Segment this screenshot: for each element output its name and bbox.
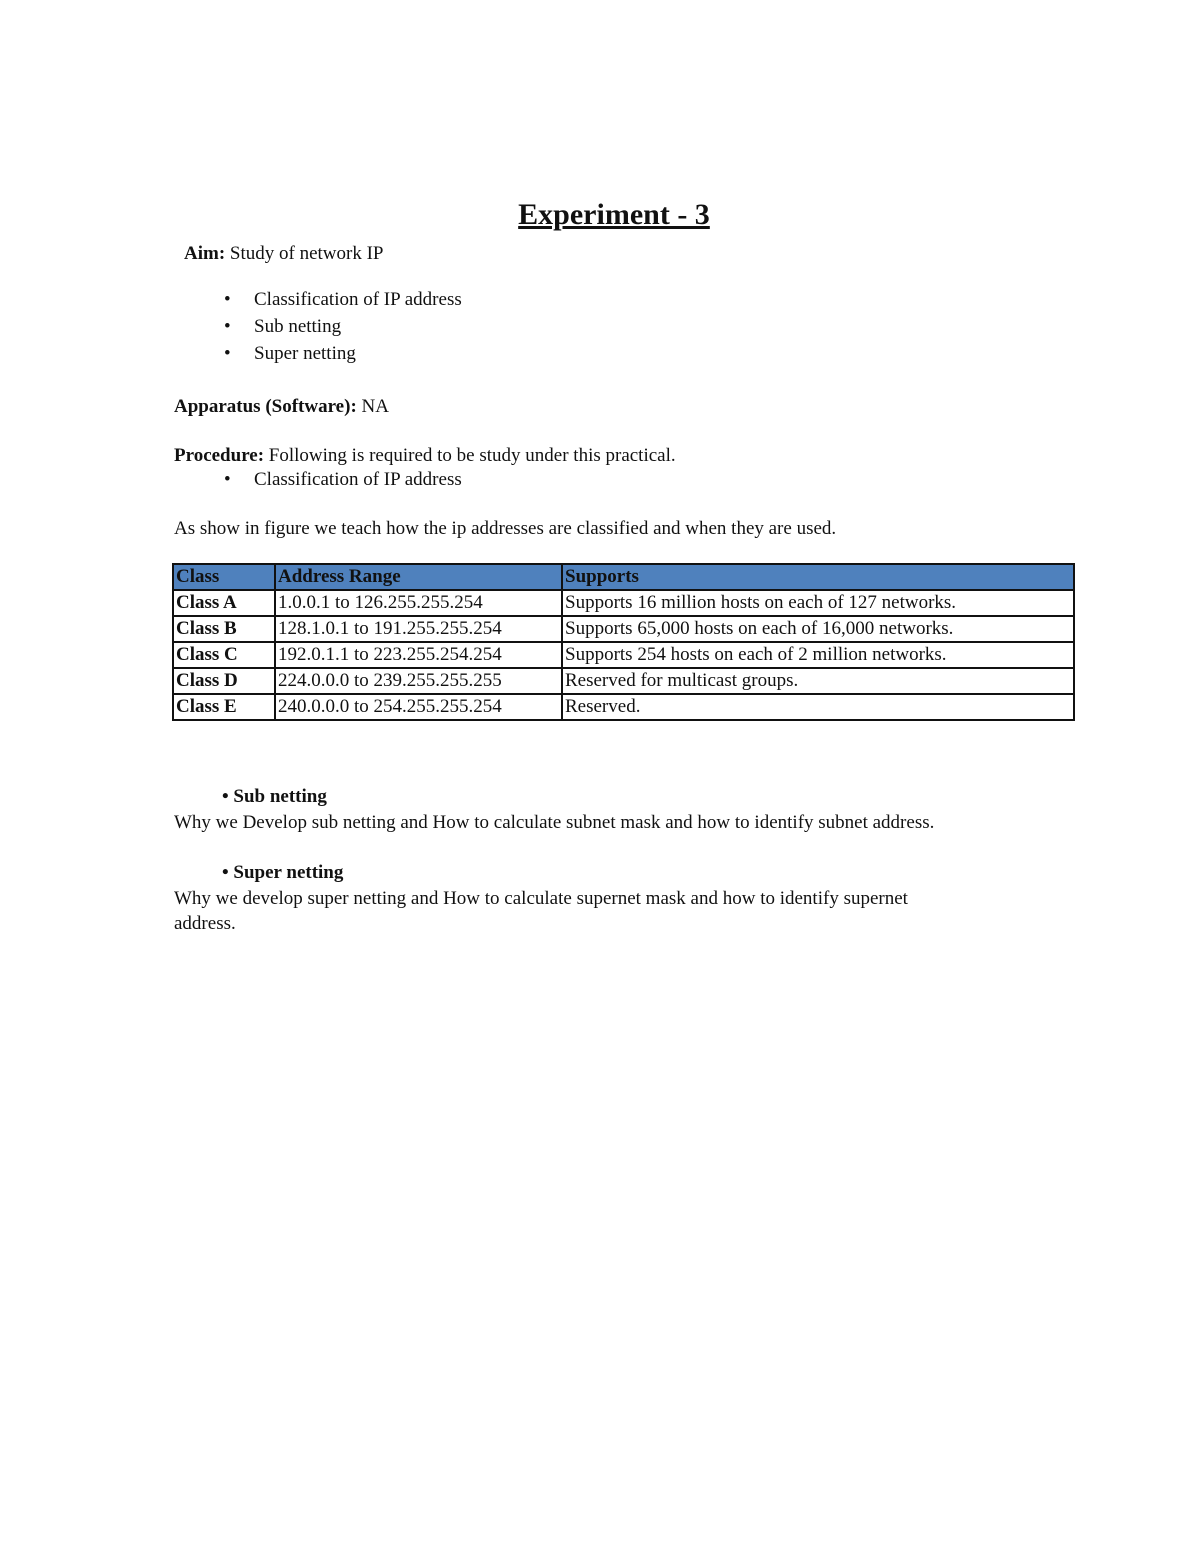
class-cell: Class B — [173, 616, 275, 642]
table-header-row — [173, 564, 1074, 590]
supernetting-text-line1: Why we develop super netting and How to calculate supernet mask and how to identify supernet — [174, 888, 908, 909]
range-cell: 224.0.0.0 to 239.255.255.255 — [275, 668, 562, 694]
supports-cell: Supports 16 million hosts on each of 127 networks. — [562, 590, 1074, 616]
supports-cell: Reserved for multicast groups. — [562, 668, 1074, 694]
ip-class-table — [172, 563, 1075, 721]
table-row — [173, 694, 1074, 720]
range-cell: 128.1.0.1 to 191.255.255.254 — [275, 616, 562, 642]
table-row — [173, 642, 1074, 668]
procedure-label: Procedure: — [174, 445, 265, 466]
aim-item: • Super netting — [224, 343, 356, 364]
range-cell: 192.0.1.1 to 223.255.254.254 — [275, 642, 562, 668]
apparatus-label: Apparatus (Software): — [174, 396, 357, 417]
supports-cell: Supports 254 hosts on each of 2 million networks. — [562, 642, 1074, 668]
intro-paragraph: As show in figure we teach how the ip addresses are classified and when they are used. — [174, 518, 837, 539]
procedure-text: Following is required to be study under this practical. — [268, 445, 676, 466]
range-cell: 1.0.0.1 to 126.255.255.254 — [275, 590, 562, 616]
subnetting-text: Why we Develop sub netting and How to calculate subnet mask and how to identify subnet address. — [174, 812, 935, 833]
supports-cell: Reserved. — [562, 694, 1074, 720]
class-cell: Class C — [173, 642, 275, 668]
procedure-line — [174, 445, 676, 467]
bullet-icon: • — [224, 343, 231, 364]
subnetting-heading: • Sub netting — [222, 786, 327, 807]
aim-item: • Sub netting — [224, 316, 342, 337]
page-title: Experiment - 3 — [518, 198, 710, 231]
table-row — [173, 668, 1074, 694]
class-cell: Class D — [173, 668, 275, 694]
aim-text: Study of network IP — [229, 243, 384, 264]
aim-line — [184, 243, 383, 265]
supports-cell: Supports 65,000 hosts on each of 16,000 networks. — [562, 616, 1074, 642]
class-cell: Class E — [173, 694, 275, 720]
header-supports: Supports — [562, 564, 1074, 590]
class-cell: Class A — [173, 590, 275, 616]
aim-label: Aim: — [184, 243, 226, 264]
table-row — [173, 590, 1074, 616]
bullet-icon: • — [224, 316, 231, 337]
aim-item: • Classification of IP address — [224, 289, 462, 310]
header-class: Class — [173, 564, 275, 590]
range-cell: 240.0.0.0 to 254.255.255.254 — [275, 694, 562, 720]
header-address-range: Address Range — [275, 564, 562, 590]
procedure-item: • Classification of IP address — [224, 469, 462, 490]
apparatus-text: NA — [361, 396, 389, 417]
apparatus-line — [174, 396, 389, 418]
bullet-icon: • — [224, 469, 231, 490]
table-row — [173, 616, 1074, 642]
supernetting-text-line2: address. — [174, 913, 236, 934]
bullet-icon: • — [224, 289, 231, 310]
supernetting-heading: • Super netting — [222, 862, 344, 883]
